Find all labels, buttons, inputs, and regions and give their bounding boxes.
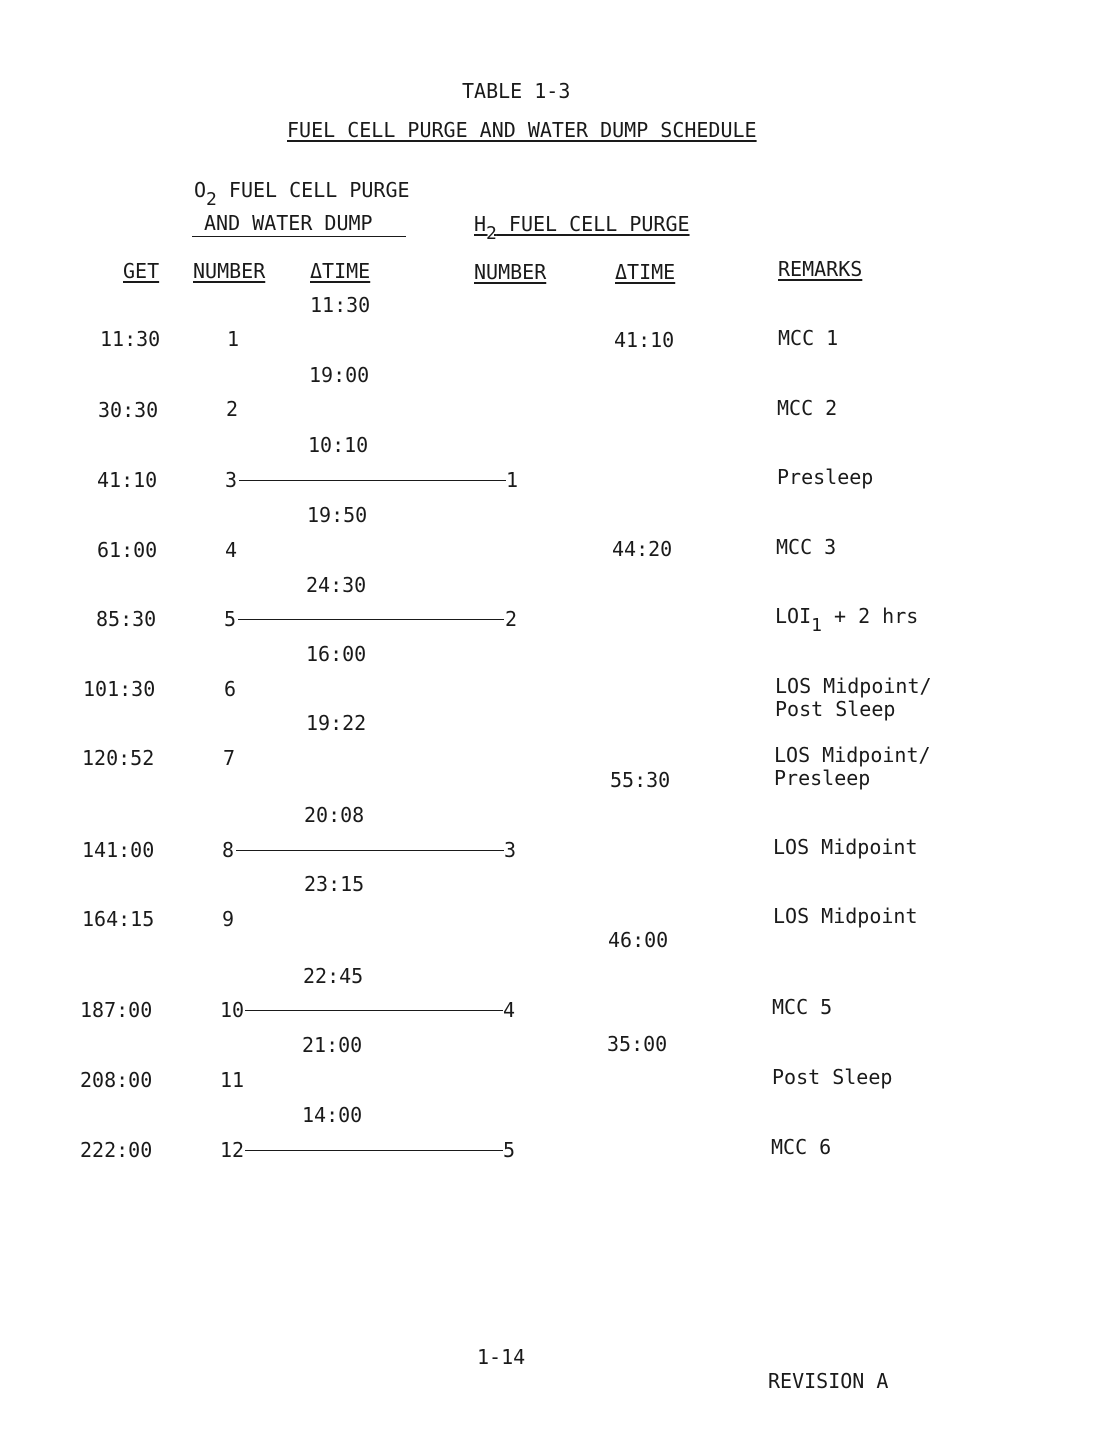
row-get: 61:00 (97, 538, 158, 562)
row-o2-number: 10 (220, 998, 245, 1022)
purge-link-line (245, 1010, 503, 1011)
o2-interval: 19:50 (307, 503, 368, 527)
row-remarks: MCC 2 (777, 396, 838, 420)
row-remarks-line2: Presleep (774, 766, 871, 790)
row-o2-number: 9 (222, 907, 235, 931)
row-o2-number: 11 (220, 1068, 245, 1092)
row-o2-number: 12 (220, 1138, 245, 1162)
row-o2-number: 5 (224, 607, 237, 631)
o2-interval: 22:45 (303, 964, 364, 988)
row-o2-number: 3 (225, 468, 238, 492)
row-remarks: LOS Midpoint/ (775, 674, 932, 698)
o2-interval: 21:00 (302, 1033, 363, 1057)
row-o2-number: 8 (222, 838, 235, 862)
row-h2-number: 5 (503, 1138, 516, 1162)
row-remarks: LOI1 + 2 hrs (775, 604, 919, 636)
row-get: 101:30 (83, 677, 156, 701)
col-o2-dtime: ΔTIME (310, 259, 371, 283)
row-h2-number: 1 (506, 468, 519, 492)
row-remarks: MCC 3 (776, 535, 837, 559)
row-o2-number: 6 (224, 677, 237, 701)
table-title: FUEL CELL PURGE AND WATER DUMP SCHEDULE (287, 118, 757, 142)
col-o2-number: NUMBER (193, 259, 266, 283)
page-number: 1-14 (477, 1345, 526, 1369)
o2-interval: 14:00 (302, 1103, 363, 1127)
row-get: 85:30 (96, 607, 157, 631)
row-o2-number: 7 (223, 746, 236, 770)
row-get: 187:00 (80, 998, 153, 1022)
o2-interval: 20:08 (304, 803, 365, 827)
col-get: GET (123, 259, 160, 283)
purge-link-line (245, 1150, 503, 1151)
row-get: 222:00 (80, 1138, 153, 1162)
row-get: 30:30 (98, 398, 159, 422)
row-h2-number: 3 (504, 838, 517, 862)
o2-interval: 11:30 (310, 293, 371, 317)
o2-group-header: O2 FUEL CELL PURGE (194, 178, 410, 210)
row-remarks-line2: Post Sleep (775, 697, 896, 721)
row-get: 11:30 (100, 327, 161, 351)
row-get: 120:52 (82, 746, 155, 770)
row-remarks: MCC 5 (772, 995, 833, 1019)
row-get: 41:10 (97, 468, 158, 492)
o2-interval: 24:30 (306, 573, 367, 597)
purge-link-line (236, 850, 504, 851)
purge-link-line (238, 619, 504, 620)
row-get: 141:00 (82, 838, 155, 862)
h2-interval: 55:30 (610, 768, 671, 792)
row-remarks: Presleep (777, 465, 874, 489)
col-h2-number: NUMBER (474, 260, 547, 284)
h2-interval: 41:10 (614, 328, 675, 352)
row-o2-number: 1 (227, 327, 240, 351)
o2-group-underline (192, 236, 406, 237)
row-remarks: LOS Midpoint/ (774, 743, 931, 767)
row-get: 208:00 (80, 1068, 153, 1092)
row-remarks: MCC 6 (771, 1135, 832, 1159)
purge-link-line (239, 480, 506, 481)
o2-interval: 19:00 (309, 363, 370, 387)
row-h2-number: 2 (505, 607, 518, 631)
o2-interval: 16:00 (306, 642, 367, 666)
h2-interval: 35:00 (607, 1032, 668, 1056)
col-h2-dtime: ΔTIME (615, 260, 676, 284)
row-get: 164:15 (82, 907, 155, 931)
row-o2-number: 2 (226, 397, 239, 421)
o2-interval: 19:22 (306, 711, 367, 735)
row-o2-number: 4 (225, 538, 238, 562)
o2-group-header-line2: AND WATER DUMP (204, 211, 373, 235)
h2-interval: 44:20 (612, 537, 673, 561)
row-remarks: LOS Midpoint (773, 904, 918, 928)
table-number: TABLE 1-3 (462, 79, 571, 103)
row-remarks: LOS Midpoint (773, 835, 918, 859)
revision-label: REVISION A (768, 1369, 889, 1393)
col-remarks: REMARKS (778, 257, 863, 281)
h2-group-header: H2 FUEL CELL PURGE (474, 212, 690, 244)
row-remarks: Post Sleep (772, 1065, 893, 1089)
row-h2-number: 4 (503, 998, 516, 1022)
o2-interval: 10:10 (308, 433, 369, 457)
o2-interval: 23:15 (304, 872, 365, 896)
row-remarks: MCC 1 (778, 326, 839, 350)
h2-interval: 46:00 (608, 928, 669, 952)
